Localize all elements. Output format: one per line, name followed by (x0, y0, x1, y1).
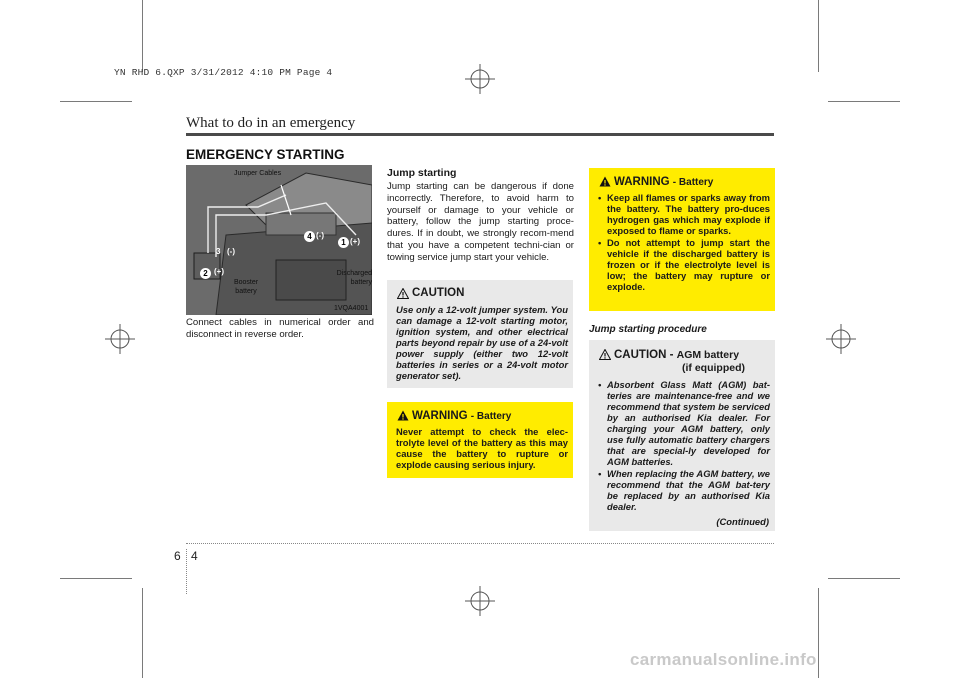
caution-triangle-icon (397, 288, 409, 299)
jump-starting-text: Jump starting can be dangerous if done incorrectly. Therefore, to avoid harm to yourself or damage to your vehicle or battery, follow the jump starting proce-dures. If in doubt, we strongly recom-mend that you have a competent techni-cian or towing service jump start your vehicle. (387, 181, 574, 263)
page-header-title: What to do in an emergency (186, 115, 356, 131)
caution-box-12v (387, 280, 573, 388)
marker-2: 2 (200, 268, 211, 279)
connect-cables-text: Connect cables in numerical order and disconnect in reverse order. (186, 317, 374, 340)
warning-title (412, 410, 511, 422)
print-slug: YN RHD 6.QXP 3/31/2012 4:10 PM Page 4 (114, 67, 333, 78)
warning-bullet-list (598, 192, 770, 293)
footer-rule (186, 543, 774, 544)
crop-mark (828, 101, 900, 102)
jump-starting-heading: Jump starting (387, 167, 457, 179)
watermark: carmanualsonline.info (630, 650, 817, 669)
section-title: EMERGENCY STARTING (186, 147, 345, 162)
warning-title (614, 176, 713, 188)
header-rule (186, 133, 774, 136)
jump-start-illustration (186, 165, 372, 315)
warning-box-battery (589, 168, 775, 311)
label-discharged-battery: Discharged battery (336, 270, 372, 286)
caution-title-word: CAUTION - (614, 349, 674, 361)
crop-mark (818, 588, 819, 678)
warning-triangle-icon (599, 176, 611, 187)
chapter-number: 6 (174, 549, 181, 563)
marker-3: 3 (216, 247, 221, 256)
crop-mark (60, 578, 132, 579)
continued-label: (Continued) (716, 516, 769, 527)
warning-title-word: WARNING (412, 410, 468, 422)
marker-4: 4 (304, 231, 315, 242)
crop-mark (828, 578, 900, 579)
list-item: • Absorbent Glass Matt (AGM) bat-teries are maintenance-free and we recommend that system be serviced by an authorised Kia dealer. For charging your AGM battery, only use fully automatic battery chargers that are special-ly developed for AGM batteries. (598, 379, 770, 467)
label-jumper-cables: Jumper Cables (234, 170, 282, 177)
marker-plus-right: (+) (350, 237, 360, 246)
marker-minus-right: (-) (316, 231, 324, 240)
warning-triangle-icon (397, 410, 409, 421)
caution-agm-bullet-list (598, 379, 770, 513)
caution-title: CAUTION (412, 287, 465, 299)
procedure-title: Jump starting procedure (589, 324, 707, 335)
list-item: • Keep all flames or sparks away from the battery. The battery pro-duces hydrogen gas which may explode if exposed to flame or sparks. (598, 192, 770, 236)
crop-mark (142, 0, 143, 72)
list-item: • When replacing the AGM battery, we recommend that the AGM bat-tery be replaced by an authorised Kia dealer. (598, 468, 770, 512)
list-item: • Do not attempt to jump start the vehicle if the discharged battery is frozen or if the electrolyte level is low; the battery may rupture or explode. (598, 237, 770, 292)
caution-triangle-icon (599, 349, 611, 360)
marker-plus-left: (+) (214, 267, 224, 276)
figure-code: 1VQA4001 (334, 305, 369, 312)
crop-mark (60, 101, 132, 102)
caution-agm-equipped: (if equipped) (682, 362, 745, 374)
marker-minus-left: (-) (227, 247, 235, 256)
caution-text: Use only a 12-volt jumper system. You can damage a 12-volt starting motor, ignition system, and other electrical parts beyond repair by use of a 24-volt power supply (either two 12-volt batteries in series or a 24-volt motor generator set). (396, 304, 568, 381)
registration-mark-icon (465, 586, 495, 616)
crop-mark (142, 588, 143, 678)
warning-subtitle: - Battery (470, 411, 512, 422)
warning-text: Never attempt to check the elec-trolyte level of the battery as this may cause the battery to rupture or explode causing serious injury. (396, 426, 568, 470)
caution-box-agm (589, 340, 775, 531)
page-number: 4 (191, 549, 198, 563)
warning-title-word: WARNING (614, 176, 670, 188)
crop-mark (818, 0, 819, 72)
warning-box-electrolyte (387, 402, 573, 478)
label-booster-battery: Booster battery (233, 279, 259, 295)
footer-divider (186, 549, 187, 594)
warning-subtitle: - Battery (672, 177, 714, 188)
registration-mark-icon (105, 324, 135, 354)
registration-mark-icon (826, 324, 856, 354)
registration-mark-icon (465, 64, 495, 94)
marker-1: 1 (338, 237, 349, 248)
caution-agm-title (614, 349, 739, 361)
caution-agm-subtitle: AGM battery (676, 349, 740, 361)
